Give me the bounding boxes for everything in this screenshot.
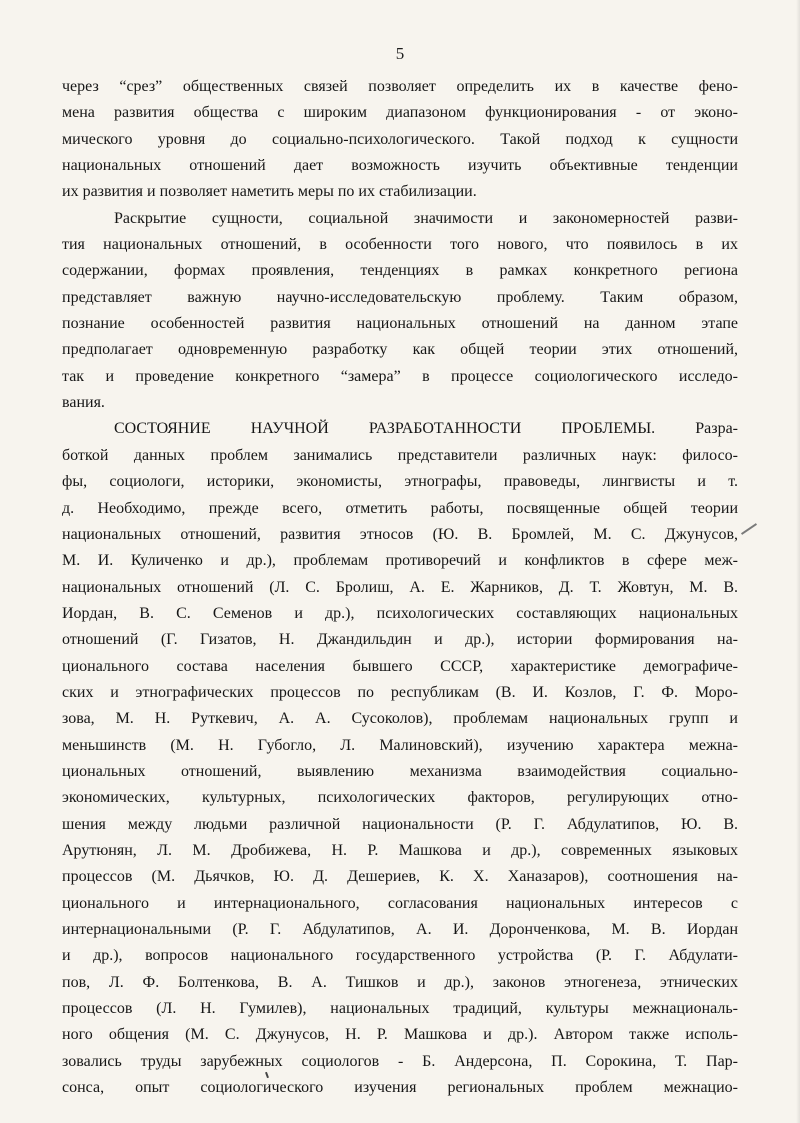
text-line: процессов (М. Дьячков, Ю. Д. Дешериев, К. Х. Ханазаров), соотношения на- (62, 868, 738, 886)
text-line: Иордан, В. С. Семенов и др.), психологических составляющих национальных (62, 604, 738, 622)
text-line: национальных отношений дает возможность изучить объективные тенденции (62, 157, 738, 175)
text-line: зовались труды зарубежных социологов - Б. Андерсона, П. Сорокина, Т. Пар- (62, 1052, 738, 1070)
text-line: мена развития общества с широким диапазоном функционирования - от эконо- (62, 104, 738, 122)
text-line: познание особенностей развития национальных отношений на данном этапе (62, 315, 738, 333)
text-line: боткой данных проблем занимались представители различных наук: филосо- (62, 446, 738, 464)
text-line: содержании, формах проявления, тенденциях в рамках конкретного региона (62, 262, 738, 280)
text-line: предполагает одновременную разработку как общей теории этих отношений, (62, 341, 738, 359)
text-line: отношений (Г. Гизатов, Н. Джандильдин и др.), истории формирования на- (62, 631, 738, 649)
text-line: интернациональными (Р. Г. Абдулатипов, А. И. Доронченкова, М. В. Иордан (62, 921, 738, 938)
text-line: и др.), вопросов национального государственного устройства (Р. Г. Абдулати- (62, 947, 738, 965)
text-line: через “срез” общественных связей позволяет определить их в качестве фено- (62, 78, 738, 95)
text-line: национальных отношений, развития этносов (Ю. В. Бромлей, М. С. Джунусов, (62, 525, 738, 543)
text-line: пов, Л. Ф. Болтенкова, В. А. Тишков и др.), законов этногенеза, этнических (62, 973, 738, 991)
text-line: их развития и позволяет наметить меры по их стабилизации. (62, 183, 477, 201)
body-text (62, 74, 738, 1101)
text-line: меньшинств (М. Н. Губогло, Л. Малиновский), изучению характера межна- (62, 736, 738, 754)
text-line: национальных отношений (Л. С. Бролиш, А. Е. Жарников, Д. Т. Жовтун, М. В. (62, 578, 738, 596)
text-line: шения между людьми различной национальности (Р. Г. Абдулатипов, Ю. В. (62, 815, 738, 833)
text-line: М. И. Куличенко и др.), проблемам противоречий и конфликтов в сфере меж- (62, 552, 738, 570)
text-line: процессов (Л. Н. Гумилев), национальных традиций, культуры межнациональ- (62, 1000, 738, 1018)
page-edge-shadow (796, 0, 800, 1123)
text-line: ционального и интернационального, согласования национальных интересов с (62, 894, 738, 912)
margin-pencil-mark (741, 523, 757, 535)
text-line: фы, социологи, историки, экономисты, этнографы, правоведы, лингвисты и т. (62, 473, 738, 491)
text-line: представляет важную научно-исследовательскую проблему. Таким образом, (62, 288, 738, 306)
text-line: зова, М. Н. Руткевич, А. А. Сусоколов), проблемам национальных групп и (62, 710, 738, 728)
text-line: ционального состава населения бывшего СССР, характеристике демографиче- (62, 657, 738, 675)
section-heading-line: СОСТОЯНИЕ НАУЧНОЙ РАЗРАБОТАННОСТИ ПРОБЛЕМЫ. Разра- (114, 420, 738, 438)
text-line: сонса, опыт социологического изучения региональных проблем межнацио- (62, 1079, 738, 1097)
text-line: Арутюнян, Л. М. Дробижева, Н. Р. Машкова и др.), современных языковых (62, 841, 738, 859)
text-line: экономических, культурных, психологических факторов, регулирующих отно- (62, 789, 738, 807)
page-number: 5 (395, 44, 405, 63)
text-line: ских и этнографических процессов по республикам (В. И. Козлов, Г. Ф. Моро- (62, 683, 738, 701)
text-line: мического уровня до социально-психологического. Такой подход к сущности (62, 130, 738, 148)
text-line: циональных отношений, выявлению механизма взаимодействия социально- (62, 762, 738, 780)
text-line: д. Необходимо, прежде всего, отметить работы, посвященные общей теории (62, 499, 738, 517)
text-line: ного общения (М. С. Джунусов, Н. Р. Машкова и др.). Автором также исполь- (62, 1026, 738, 1044)
paragraph-start-line: Раскрытие сущности, социальной значимости и закономерностей разви- (114, 209, 738, 227)
text-line: так и проведение конкретного “замера” в процессе социологического исследо- (62, 367, 738, 385)
text-line: вания. (62, 394, 105, 412)
text-line: тия национальных отношений, в особенности того нового, что появилось в их (62, 236, 738, 254)
